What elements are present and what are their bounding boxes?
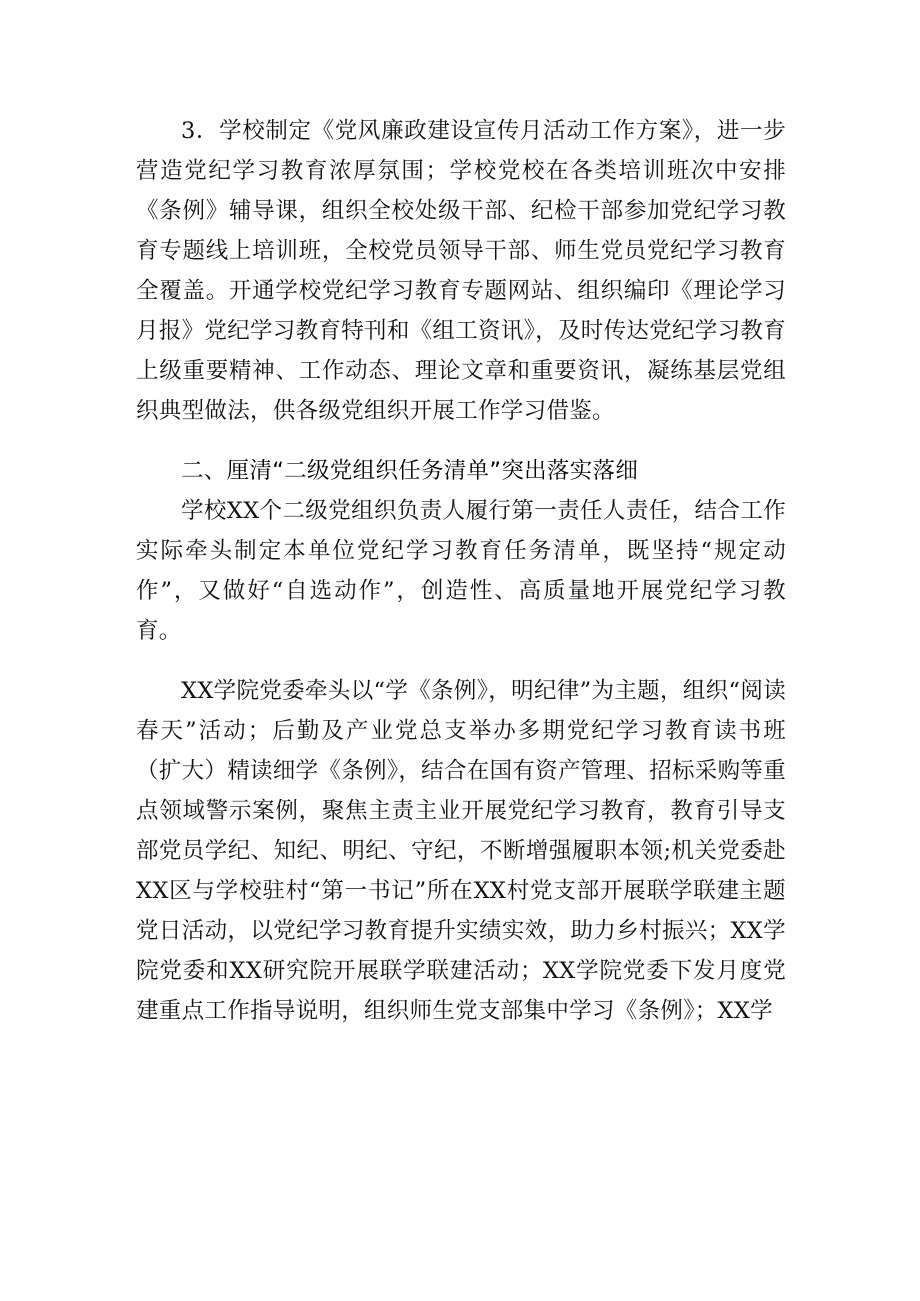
paragraph-task-list: 学校XX个二级党组织负责人履行第一责任人责任，结合工作实际牵头制定本单位党纪学习教育任务清单，既坚持“规定动作”，又做好“自选动作”，创造性、高质量地开展党纪学习教育。 (136, 498, 786, 644)
section-heading-two: 二、厘清“二级党组织任务清单”突出落实落细 (181, 458, 639, 484)
spacer (136, 651, 786, 671)
spacer (136, 431, 786, 451)
paragraph-college-activities: XX学院党委牵头以“学《条例》，明纪律”为主题，组织“阅读春天”活动；后勤及产业党总支举办多期党纪学习教育读书班（扩大）精读细学《条例》，结合在国有资产管理、招标采购等重点领域警示案例，聚焦主责主业开展党纪学习教育，教育引导支部党员学纪、知纪、明纪、守纪，不断增强履职本领;机关党委赴XX区与学校驻村“第一书记”所在XX村党支部开展联学联建主题党日活动，以党纪学习教育提升实绩实效，助力乡村振兴；XX学院党委和XX研究院开展联学联建活动；XX学院党委下发月度党建重点工作指导说明，组织师生党支部集中学习《条例》；XX学 (136, 678, 786, 1024)
document-body (136, 111, 786, 1031)
paragraph-3-propaganda-month: 3．学校制定《党风廉政建设宣传月活动工作方案》，进一步营造党纪学习教育浓厚氛围；学校党校在各类培训班次中安排《条例》辅导课，组织全校处级干部、纪检干部参加党纪学习教育专题线上培训班，全校党员领导干部、师生党员党纪学习教育全覆盖。开通学校党纪学习教育专题网站、组织编印《理论学习月报》党纪学习教育特刊和《组工资讯》，及时传达党纪学习教育上级重要精神、工作动态、理论文章和重要资讯，凝练基层党组织典型做法，供各级党组织开展工作学习借鉴。 (136, 118, 786, 424)
